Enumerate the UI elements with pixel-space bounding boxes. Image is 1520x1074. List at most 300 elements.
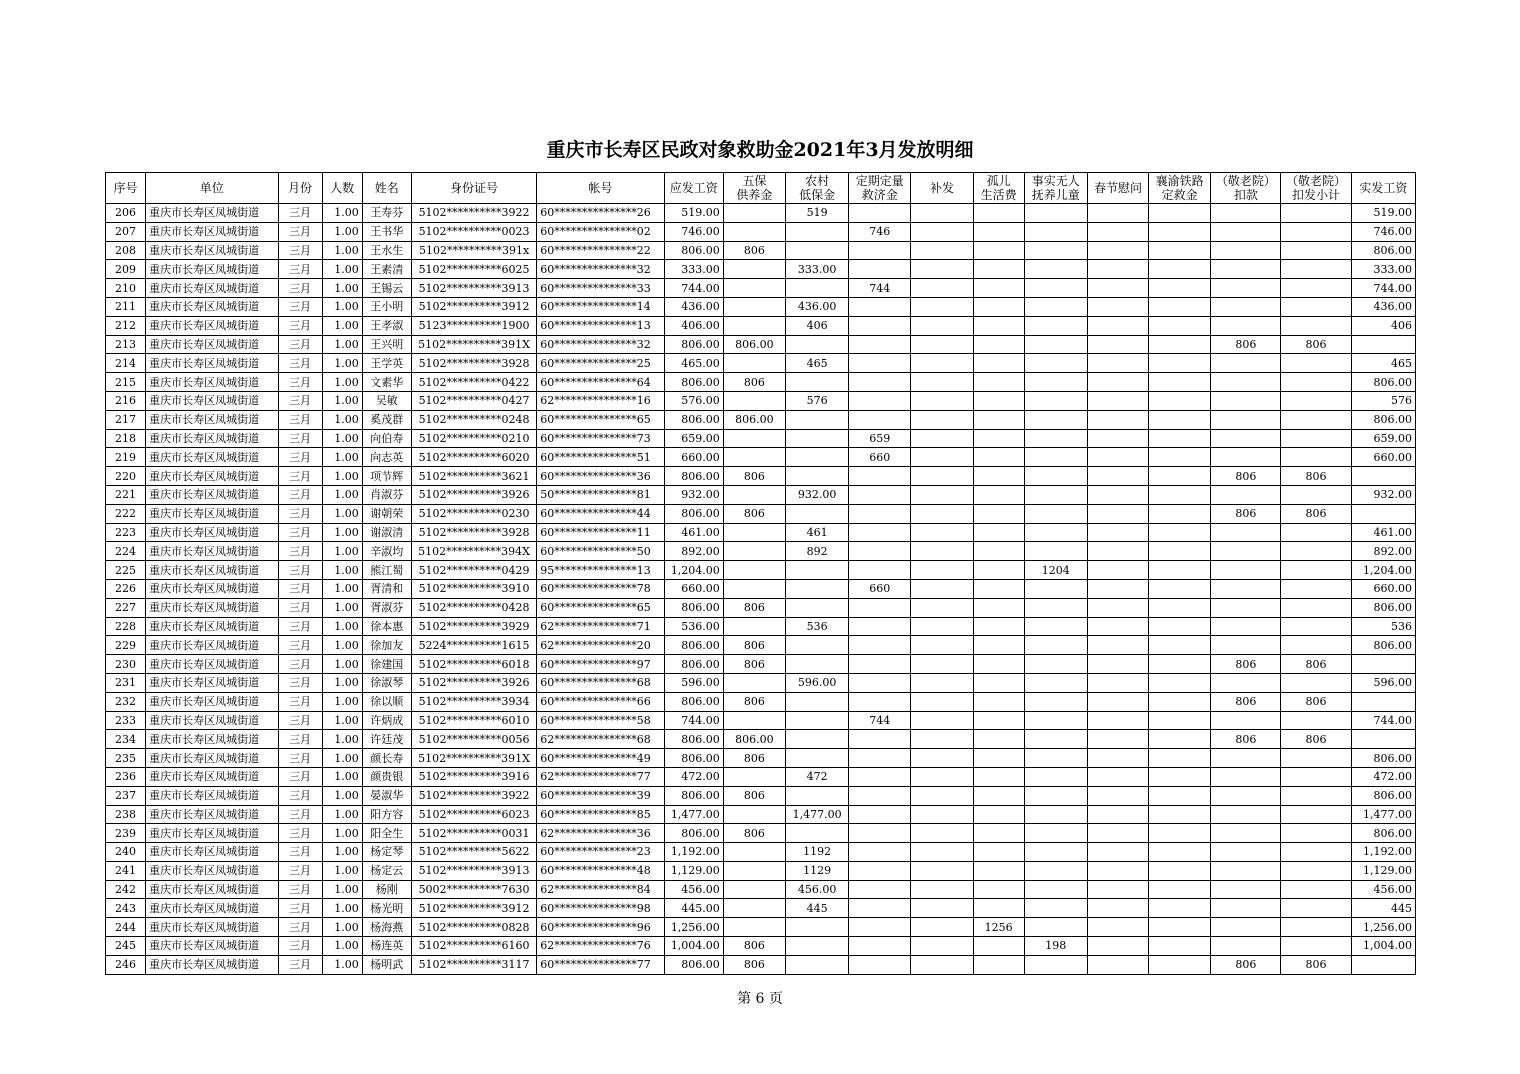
table-row — [106, 749, 1416, 768]
table-cell: 三月 — [278, 542, 322, 561]
table-cell: 1.00 — [322, 899, 362, 918]
table-cell — [785, 730, 848, 749]
table-cell — [1087, 241, 1148, 260]
table-cell: 806 — [723, 504, 785, 523]
table-row — [106, 260, 1416, 279]
table-cell: 233 — [106, 711, 146, 730]
table-cell: 219 — [106, 448, 146, 467]
table-cell — [1024, 730, 1087, 749]
table-cell: 三月 — [278, 485, 322, 504]
table-cell: 436.00 — [664, 297, 723, 316]
table-cell — [1024, 391, 1087, 410]
table-cell: 三月 — [278, 730, 322, 749]
table-cell: 241 — [106, 861, 146, 880]
table-cell: 218 — [106, 429, 146, 448]
table-cell: 60***************98 — [537, 899, 664, 918]
table-cell: 重庆市长寿区凤城街道 — [146, 429, 278, 448]
table-cell: 1.00 — [322, 880, 362, 899]
table-cell — [911, 204, 973, 223]
table-row — [106, 467, 1416, 486]
table-cell — [849, 937, 911, 956]
table-cell — [1281, 843, 1351, 862]
table-cell: 重庆市长寿区凤城街道 — [146, 373, 278, 392]
table-cell: 806.00 — [664, 241, 723, 260]
table-cell: 5102**********3913 — [411, 861, 536, 880]
table-cell: 三月 — [278, 711, 322, 730]
table-cell: 1.00 — [322, 297, 362, 316]
table-cell — [1087, 711, 1148, 730]
table-cell — [1281, 880, 1351, 899]
table-cell — [723, 899, 785, 918]
table-cell: 244 — [106, 918, 146, 937]
table-cell — [1211, 598, 1281, 617]
table-cell: 1.00 — [322, 730, 362, 749]
table-row — [106, 617, 1416, 636]
table-cell: 50***************81 — [537, 485, 664, 504]
table-cell — [1087, 260, 1148, 279]
table-cell: 465 — [785, 354, 848, 373]
table-cell: 660.00 — [664, 448, 723, 467]
table-cell: 1.00 — [322, 861, 362, 880]
table-cell — [849, 373, 911, 392]
table-cell — [1087, 843, 1148, 862]
table-cell: 三月 — [278, 918, 322, 937]
table-cell — [973, 316, 1024, 335]
table-cell — [1024, 335, 1087, 354]
table-cell: 596.00 — [664, 673, 723, 692]
table-cell — [1211, 297, 1281, 316]
table-cell: 三月 — [278, 937, 322, 956]
table-cell — [973, 297, 1024, 316]
table-cell: 1.00 — [322, 504, 362, 523]
table-cell — [973, 410, 1024, 429]
table-cell: 60***************32 — [537, 260, 664, 279]
table-cell — [973, 579, 1024, 598]
table-cell — [1281, 222, 1351, 241]
table-cell — [1149, 391, 1211, 410]
table-cell: 224 — [106, 542, 146, 561]
table-cell: 向志英 — [362, 448, 411, 467]
table-cell: 重庆市长寿区凤城街道 — [146, 354, 278, 373]
table-cell: 三月 — [278, 448, 322, 467]
table-cell: 62***************20 — [537, 636, 664, 655]
table-row — [106, 204, 1416, 223]
table-cell — [849, 767, 911, 786]
table-cell — [849, 391, 911, 410]
table-cell: 208 — [106, 241, 146, 260]
table-cell — [785, 955, 848, 974]
table-cell: 1,204.00 — [664, 561, 723, 580]
table-cell: 1,256.00 — [664, 918, 723, 937]
table-cell: 重庆市长寿区凤城街道 — [146, 335, 278, 354]
table-cell: 5102**********0056 — [411, 730, 536, 749]
table-cell: 209 — [106, 260, 146, 279]
table-cell — [1211, 204, 1281, 223]
table-cell — [1024, 297, 1087, 316]
table-cell: 三月 — [278, 504, 322, 523]
table-cell — [1281, 918, 1351, 937]
table-cell — [849, 636, 911, 655]
table-cell: 232 — [106, 692, 146, 711]
table-cell: 62***************76 — [537, 937, 664, 956]
table-cell: 1.00 — [322, 260, 362, 279]
table-cell: 806 — [723, 373, 785, 392]
table-cell — [1024, 673, 1087, 692]
table-cell — [1087, 655, 1148, 674]
table-cell — [849, 316, 911, 335]
table-cell: 5102**********3912 — [411, 297, 536, 316]
column-header: 春节慰问 — [1087, 173, 1148, 204]
table-cell: 60***************68 — [537, 673, 664, 692]
table-cell — [1281, 354, 1351, 373]
table-cell — [911, 598, 973, 617]
table-cell — [1087, 316, 1148, 335]
table-cell — [785, 598, 848, 617]
table-cell — [973, 843, 1024, 862]
table-cell: 阳全生 — [362, 824, 411, 843]
table-cell: 806 — [723, 692, 785, 711]
table-cell — [785, 222, 848, 241]
table-cell — [723, 448, 785, 467]
table-cell: 5102**********6023 — [411, 805, 536, 824]
table-cell: 659.00 — [1351, 429, 1415, 448]
table-cell — [911, 824, 973, 843]
table-cell: 806.00 — [664, 955, 723, 974]
table-cell — [973, 805, 1024, 824]
table-cell — [1281, 410, 1351, 429]
table-cell: 5102**********3934 — [411, 692, 536, 711]
table-cell: 5102**********6018 — [411, 655, 536, 674]
table-cell: 三月 — [278, 655, 322, 674]
table-cell — [723, 880, 785, 899]
table-cell — [1024, 222, 1087, 241]
table-cell: 465.00 — [664, 354, 723, 373]
table-cell — [911, 636, 973, 655]
table-cell: 重庆市长寿区凤城街道 — [146, 579, 278, 598]
table-cell — [849, 730, 911, 749]
table-cell: 406.00 — [664, 316, 723, 335]
table-cell: 重庆市长寿区凤城街道 — [146, 843, 278, 862]
table-cell — [1351, 504, 1415, 523]
table-cell: 596.00 — [785, 673, 848, 692]
table-cell — [1149, 542, 1211, 561]
table-cell — [1149, 899, 1211, 918]
table-cell: 重庆市长寿区凤城街道 — [146, 955, 278, 974]
table-cell: 杨连英 — [362, 937, 411, 956]
table-cell — [785, 824, 848, 843]
table-cell — [1281, 786, 1351, 805]
table-cell: 三月 — [278, 899, 322, 918]
table-cell — [785, 711, 848, 730]
table-cell — [1024, 861, 1087, 880]
table-cell: 62***************71 — [537, 617, 664, 636]
table-cell: 重庆市长寿区凤城街道 — [146, 410, 278, 429]
table-cell — [723, 767, 785, 786]
column-header: 人数 — [322, 173, 362, 204]
table-cell: 806 — [723, 598, 785, 617]
table-cell — [1149, 655, 1211, 674]
table-cell: 536.00 — [664, 617, 723, 636]
table-cell: 60***************33 — [537, 279, 664, 298]
table-cell — [911, 880, 973, 899]
table-cell — [723, 711, 785, 730]
table-cell: 三月 — [278, 260, 322, 279]
table-cell — [973, 899, 1024, 918]
table-cell: 214 — [106, 354, 146, 373]
table-cell — [973, 373, 1024, 392]
table-cell: 60***************48 — [537, 861, 664, 880]
table-cell — [1024, 467, 1087, 486]
table-cell: 806 — [1281, 504, 1351, 523]
table-row — [106, 955, 1416, 974]
table-cell: 228 — [106, 617, 146, 636]
column-header: 帐号 — [537, 173, 664, 204]
table-cell — [849, 335, 911, 354]
column-header: 五保 供养金 — [723, 173, 785, 204]
table-cell: 5102**********3922 — [411, 204, 536, 223]
table-cell — [911, 523, 973, 542]
table-cell — [1087, 373, 1148, 392]
table-cell: 三月 — [278, 316, 322, 335]
table-cell: 660 — [849, 579, 911, 598]
table-cell — [1087, 880, 1148, 899]
table-cell: 62***************68 — [537, 730, 664, 749]
table-cell: 5102**********0422 — [411, 373, 536, 392]
table-cell: 932.00 — [785, 485, 848, 504]
table-cell: 重庆市长寿区凤城街道 — [146, 467, 278, 486]
table-cell: 重庆市长寿区凤城街道 — [146, 636, 278, 655]
table-cell: 三月 — [278, 373, 322, 392]
table-cell — [785, 749, 848, 768]
table-cell: 5102**********3913 — [411, 279, 536, 298]
table-cell: 221 — [106, 485, 146, 504]
table-cell: 333.00 — [785, 260, 848, 279]
table-cell — [1024, 485, 1087, 504]
table-cell: 三月 — [278, 561, 322, 580]
table-cell: 932.00 — [1351, 485, 1415, 504]
table-cell: 660.00 — [1351, 448, 1415, 467]
table-cell — [973, 504, 1024, 523]
table-cell: 5002**********7630 — [411, 880, 536, 899]
column-header: 孤儿 生活费 — [973, 173, 1024, 204]
table-cell — [1087, 467, 1148, 486]
table-cell: 三月 — [278, 617, 322, 636]
table-cell: 奚茂群 — [362, 410, 411, 429]
table-cell — [911, 655, 973, 674]
table-cell — [911, 316, 973, 335]
table-row — [106, 843, 1416, 862]
table-cell — [1351, 655, 1415, 674]
table-cell — [1149, 410, 1211, 429]
table-cell: 229 — [106, 636, 146, 655]
table-cell — [911, 918, 973, 937]
table-cell — [911, 542, 973, 561]
table-cell — [973, 673, 1024, 692]
table-cell: 5102**********0031 — [411, 824, 536, 843]
column-header: 定期定量 救济金 — [849, 173, 911, 204]
table-cell: 472.00 — [664, 767, 723, 786]
table-cell: 660 — [849, 448, 911, 467]
table-cell: 5102**********0427 — [411, 391, 536, 410]
table-cell — [1211, 673, 1281, 692]
table-cell — [911, 467, 973, 486]
table-cell — [911, 937, 973, 956]
table-cell: 三月 — [278, 880, 322, 899]
table-cell: 5102**********3928 — [411, 523, 536, 542]
table-cell: 436.00 — [1351, 297, 1415, 316]
table-cell: 60***************13 — [537, 316, 664, 335]
table-cell: 227 — [106, 598, 146, 617]
table-cell: 60***************78 — [537, 579, 664, 598]
table-cell: 三月 — [278, 824, 322, 843]
table-cell — [1149, 805, 1211, 824]
table-cell — [1281, 485, 1351, 504]
table-cell — [1149, 617, 1211, 636]
table-cell — [1149, 204, 1211, 223]
table-cell: 1,204.00 — [1351, 561, 1415, 580]
table-cell — [1149, 730, 1211, 749]
table-cell — [1087, 504, 1148, 523]
table-cell: 1,004.00 — [664, 937, 723, 956]
table-cell — [723, 561, 785, 580]
table-cell: 744.00 — [664, 279, 723, 298]
table-cell — [911, 579, 973, 598]
table-cell: 207 — [106, 222, 146, 241]
table-cell — [849, 297, 911, 316]
table-cell — [911, 730, 973, 749]
table-cell: 三月 — [278, 410, 322, 429]
table-cell: 60***************11 — [537, 523, 664, 542]
table-cell — [1087, 542, 1148, 561]
table-cell — [849, 673, 911, 692]
table-cell: 217 — [106, 410, 146, 429]
table-cell — [1024, 260, 1087, 279]
table-cell: 重庆市长寿区凤城街道 — [146, 861, 278, 880]
table-cell — [1087, 617, 1148, 636]
table-cell — [911, 391, 973, 410]
table-cell: 238 — [106, 805, 146, 824]
table-cell — [1024, 598, 1087, 617]
table-cell: 60***************73 — [537, 429, 664, 448]
table-cell: 60***************65 — [537, 410, 664, 429]
table-cell — [1149, 354, 1211, 373]
table-cell — [723, 260, 785, 279]
table-cell — [911, 805, 973, 824]
table-cell — [723, 843, 785, 862]
table-cell — [723, 918, 785, 937]
table-cell — [1087, 391, 1148, 410]
table-cell: 445 — [785, 899, 848, 918]
table-cell — [1087, 824, 1148, 843]
table-cell: 445.00 — [664, 899, 723, 918]
table-cell — [785, 467, 848, 486]
table-cell — [1024, 504, 1087, 523]
table-cell — [785, 918, 848, 937]
table-cell: 806.00 — [1351, 241, 1415, 260]
table-cell: 许廷茂 — [362, 730, 411, 749]
table-cell: 重庆市长寿区凤城街道 — [146, 899, 278, 918]
table-cell — [1281, 523, 1351, 542]
table-cell — [1149, 579, 1211, 598]
table-cell: 806.00 — [723, 335, 785, 354]
table-cell — [1211, 222, 1281, 241]
table-cell: 1.00 — [322, 598, 362, 617]
table-cell: 5102**********3922 — [411, 786, 536, 805]
table-cell — [723, 485, 785, 504]
table-cell — [1087, 786, 1148, 805]
table-cell: 806 — [1281, 335, 1351, 354]
table-cell: 三月 — [278, 692, 322, 711]
table-cell — [1024, 805, 1087, 824]
table-cell — [849, 617, 911, 636]
table-cell: 659 — [849, 429, 911, 448]
table-cell — [1149, 880, 1211, 899]
table-row — [106, 241, 1416, 260]
table-cell: 5102**********0429 — [411, 561, 536, 580]
table-cell: 806.00 — [664, 824, 723, 843]
table-cell — [1281, 673, 1351, 692]
table-cell — [849, 861, 911, 880]
table-cell — [1087, 410, 1148, 429]
table-cell: 重庆市长寿区凤城街道 — [146, 391, 278, 410]
table-cell — [1024, 579, 1087, 598]
table-cell: 三月 — [278, 467, 322, 486]
table-cell — [1211, 767, 1281, 786]
table-cell — [1149, 955, 1211, 974]
table-cell: 806 — [1211, 655, 1281, 674]
table-cell: 436.00 — [785, 297, 848, 316]
table-row — [106, 598, 1416, 617]
table-cell: 1.00 — [322, 391, 362, 410]
table-cell — [1351, 692, 1415, 711]
column-header: 补发 — [911, 173, 973, 204]
table-cell — [723, 429, 785, 448]
column-header: 身份证号 — [411, 173, 536, 204]
table-cell — [1087, 749, 1148, 768]
table-cell: 1.00 — [322, 749, 362, 768]
table-cell — [911, 354, 973, 373]
table-cell: 60***************66 — [537, 692, 664, 711]
table-cell: 1.00 — [322, 485, 362, 504]
table-cell — [911, 373, 973, 392]
table-cell — [911, 222, 973, 241]
table-cell — [1211, 805, 1281, 824]
table-cell — [973, 655, 1024, 674]
table-cell — [973, 561, 1024, 580]
table-cell — [911, 279, 973, 298]
table-cell — [911, 786, 973, 805]
table-cell: 406 — [785, 316, 848, 335]
table-cell: 徐以顺 — [362, 692, 411, 711]
table-cell — [785, 241, 848, 260]
table-cell — [973, 749, 1024, 768]
table-cell — [849, 918, 911, 937]
table-cell — [723, 805, 785, 824]
table-cell — [723, 354, 785, 373]
table-cell: 806 — [723, 467, 785, 486]
table-cell — [973, 711, 1024, 730]
table-cell: 95***************13 — [537, 561, 664, 580]
table-cell: 806 — [1281, 655, 1351, 674]
table-cell — [1149, 861, 1211, 880]
table-row — [106, 899, 1416, 918]
table-row — [106, 861, 1416, 880]
table-cell: 重庆市长寿区凤城街道 — [146, 485, 278, 504]
table-cell: 王水生 — [362, 241, 411, 260]
table-cell: 237 — [106, 786, 146, 805]
table-row — [106, 448, 1416, 467]
table-cell — [911, 561, 973, 580]
